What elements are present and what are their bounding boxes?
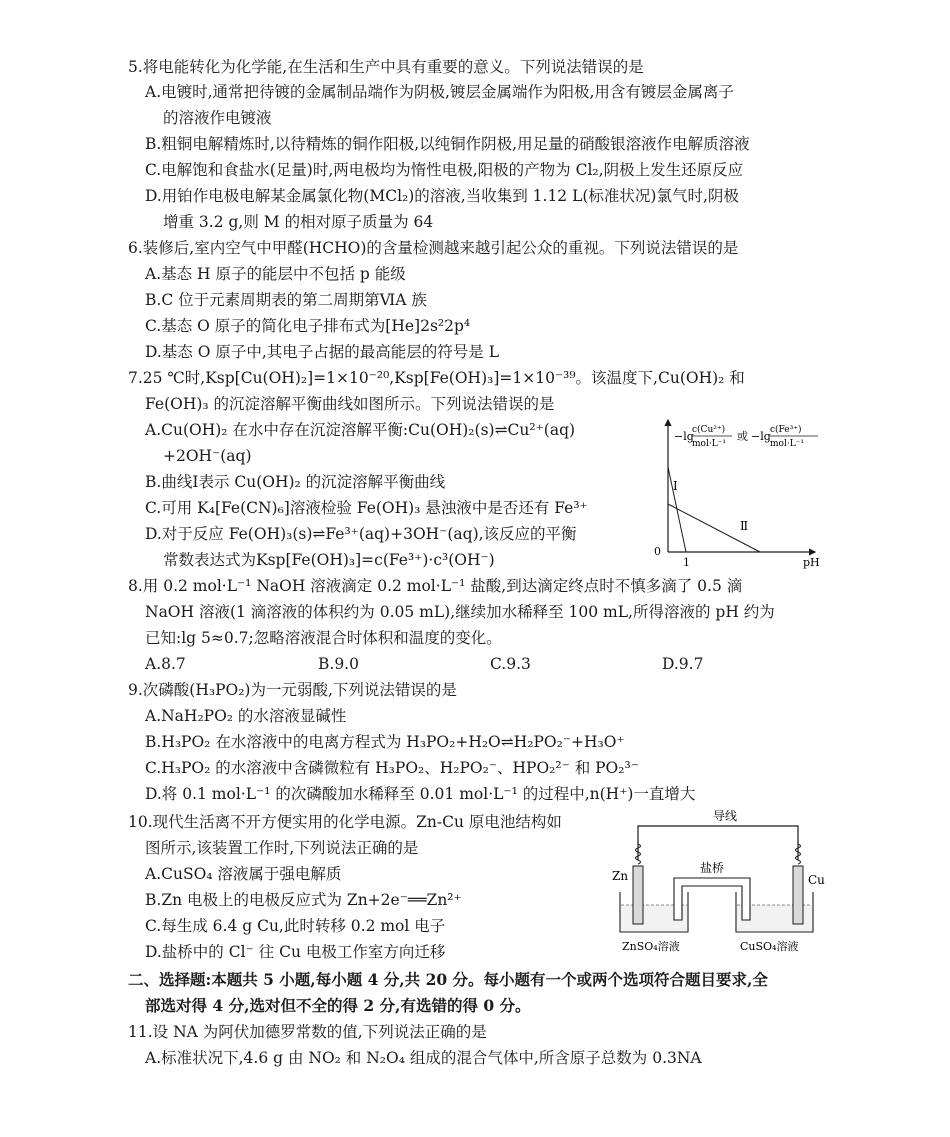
q7-option-a: A.Cu(OH)₂ 在水中存在沉淀溶解平衡:Cu(OH)₂(s)⇌Cu²⁺(aq) xyxy=(145,421,576,439)
bridge-label: 盐桥 xyxy=(700,861,725,875)
q10-option-c: C.每生成 6.4 g Cu,此时转移 0.2 mol 电子 xyxy=(145,917,446,935)
q10-stem: 10.现代生活离不开方便实用的化学电源。Zn-Cu 原电池结构如 xyxy=(128,813,562,831)
y-label-frac1-num: c(Cu²⁺) xyxy=(692,425,726,435)
q8-option-c: C.9.3 xyxy=(490,655,531,673)
curve-i-label: Ⅰ xyxy=(673,479,678,493)
q5-option-c: C.电解饱和食盐水(足量)时,两电极均为惰性电极,阳极的产物为 Cl₂,阴极上发生还原反应 xyxy=(145,161,744,179)
q7-option-a-cont: +2OH⁻(aq) xyxy=(163,447,252,465)
y-label-frac2-den: mol·L⁻¹ xyxy=(770,439,805,449)
q7-option-b: B.曲线Ⅰ表示 Cu(OH)₂ 的沉淀溶解平衡曲线 xyxy=(145,473,446,491)
q9-option-d: D.将 0.1 mol·L⁻¹ 的次磷酸加水稀释至 0.01 mol·L⁻¹ 的过程中,n(H⁺)一直增大 xyxy=(145,785,696,803)
x-axis-label: pH xyxy=(803,556,820,569)
x-tick-1: 1 xyxy=(683,556,690,569)
q6-stem: 6.装修后,室内空气中甲醛(HCHO)的含量检测越来越引起公众的重视。下列说法错误的是 xyxy=(128,239,739,257)
q7-stem-cont: Fe(OH)₃ 的沉淀溶解平衡曲线如图所示。下列说法错误的是 xyxy=(145,395,555,413)
q8-stem-cont-2: 已知:lg 5≈0.7;忽略溶液混合时体积和温度的变化。 xyxy=(145,629,502,647)
curve-ii-label: Ⅱ xyxy=(740,519,749,533)
q6-option-c: C.基态 O 原子的简化电子排布式为[He]2s²2p⁴ xyxy=(145,317,471,335)
section-2-heading: 二、选择题:本题共 5 小题,每小题 4 分,共 20 分。每小题有一个或两个选项符合题目要求,全 xyxy=(128,970,768,989)
y-label-prefix-1: −lg xyxy=(674,430,694,443)
y-label-frac2-num: c(Fe³⁺) xyxy=(770,425,802,435)
origin-label: 0 xyxy=(654,545,661,558)
q8-stem-cont: NaOH 溶液(1 滴溶液的体积约为 0.05 mL),继续加水稀释至 100 mL,所得溶液的 pH 约为 xyxy=(145,603,775,621)
left-solution-label: ZnSO₄溶液 xyxy=(622,940,680,953)
q5-option-d-cont: 增重 3.2 g,则 M 的相对原子质量为 64 xyxy=(163,213,434,231)
q5-stem: 5.将电能转化为化学能,在生活和生产中具有重要的意义。下列说法错误的是 xyxy=(128,58,644,76)
q9-option-a: A.NaH₂PO₂ 的水溶液显碱性 xyxy=(145,707,347,725)
q10-option-a: A.CuSO₄ 溶液属于强电解质 xyxy=(145,865,342,883)
q8-stem: 8.用 0.2 mol·L⁻¹ NaOH 溶液滴定 0.2 mol·L⁻¹ 盐酸,到达滴定终点时不慎多滴了 0.5 滴 xyxy=(128,577,743,595)
q7-option-c: C.可用 K₄[Fe(CN)₆]溶液检验 Fe(OH)₃ 悬浊液中是否还有 Fe³⁺ xyxy=(145,499,588,517)
q7-option-d-cont: 常数表达式为Ksp[Fe(OH)₃]=c(Fe³⁺)·c³(OH⁻) xyxy=(163,551,495,569)
cu-label: Cu xyxy=(808,873,825,887)
q11-option-a: A.标准状况下,4.6 g 由 NO₂ 和 N₂O₄ 组成的混合气体中,所含原子总数为 0.3NA xyxy=(145,1049,702,1067)
section-2-heading-cont: 部选对得 4 分,选对但不全的得 2 分,有选错的得 0 分。 xyxy=(145,996,531,1015)
wire xyxy=(638,826,798,860)
wire-label: 导线 xyxy=(713,809,738,823)
zn-electrode-front xyxy=(633,866,643,924)
q10-option-d: D.盐桥中的 Cl⁻ 往 Cu 电极工作室方向迁移 xyxy=(145,943,446,961)
q9-option-b: B.H₃PO₂ 在水溶液中的电离方程式为 H₃PO₂+H₂O⇌H₂PO₂⁻+H₃O⁺ xyxy=(145,733,625,751)
q5-option-a-cont: 的溶液作电镀液 xyxy=(163,109,272,127)
q11-stem: 11.设 NA 为阿伏加德罗常数的值,下列说法正确的是 xyxy=(128,1023,487,1041)
q9-option-c: C.H₃PO₂ 的水溶液中含磷微粒有 H₃PO₂、H₂PO₂⁻、HPO₂²⁻ 和 PO₂³⁻ xyxy=(145,759,639,777)
y-label-prefix-2: −lg xyxy=(751,430,771,443)
y-label-or: 或 xyxy=(737,430,748,443)
solubility-curve-graph xyxy=(640,412,835,572)
y-label-frac1-den: mol·L⁻¹ xyxy=(692,439,727,449)
q6-option-a: A.基态 H 原子的能层中不包括 p 能级 xyxy=(145,265,406,283)
zn-cu-cell-diagram xyxy=(608,806,838,966)
q7-stem: 7.25 ℃时,Ksp[Cu(OH)₂]=1×10⁻²⁰,Ksp[Fe(OH)₃]=1×10⁻³⁹。该温度下,Cu(OH)₂ 和 xyxy=(128,369,745,387)
q8-option-a: A.8.7 xyxy=(145,655,186,673)
q8-option-d: D.9.7 xyxy=(662,655,704,673)
cu-electrode-front xyxy=(793,866,803,924)
q6-option-b: B.C 位于元素周期表的第二周期第ⅥA 族 xyxy=(145,291,427,309)
q5-option-b: B.粗铜电解精炼时,以待精炼的铜作阳极,以纯铜作阴极,用足量的硝酸银溶液作电解质溶液 xyxy=(145,135,750,153)
q10-stem-cont: 图所示,该装置工作时,下列说法正确的是 xyxy=(145,839,419,857)
q5-option-d: D.用铂作电极电解某金属氯化物(MCl₂)的溶液,当收集到 1.12 L(标准状况)氯气时,阴极 xyxy=(145,187,739,205)
q8-option-b: B.9.0 xyxy=(318,655,359,673)
q7-option-d: D.对于反应 Fe(OH)₃(s)⇌Fe³⁺(aq)+3OH⁻(aq),该反应的平衡 xyxy=(145,525,577,543)
q5-option-a: A.电镀时,通常把待镀的金属制品端作为阴极,镀层金属端作为阳极,用含有镀层金属离子 xyxy=(145,83,734,101)
q10-option-b: B.Zn 电极上的电极反应式为 Zn+2e⁻══Zn²⁺ xyxy=(145,891,462,909)
zn-label: Zn xyxy=(612,869,629,883)
right-solution-label: CuSO₄溶液 xyxy=(740,940,799,953)
q9-stem: 9.次磷酸(H₃PO₂)为一元弱酸,下列说法错误的是 xyxy=(128,681,457,699)
q6-option-d: D.基态 O 原子中,其电子占据的最高能层的符号是 L xyxy=(145,343,500,361)
